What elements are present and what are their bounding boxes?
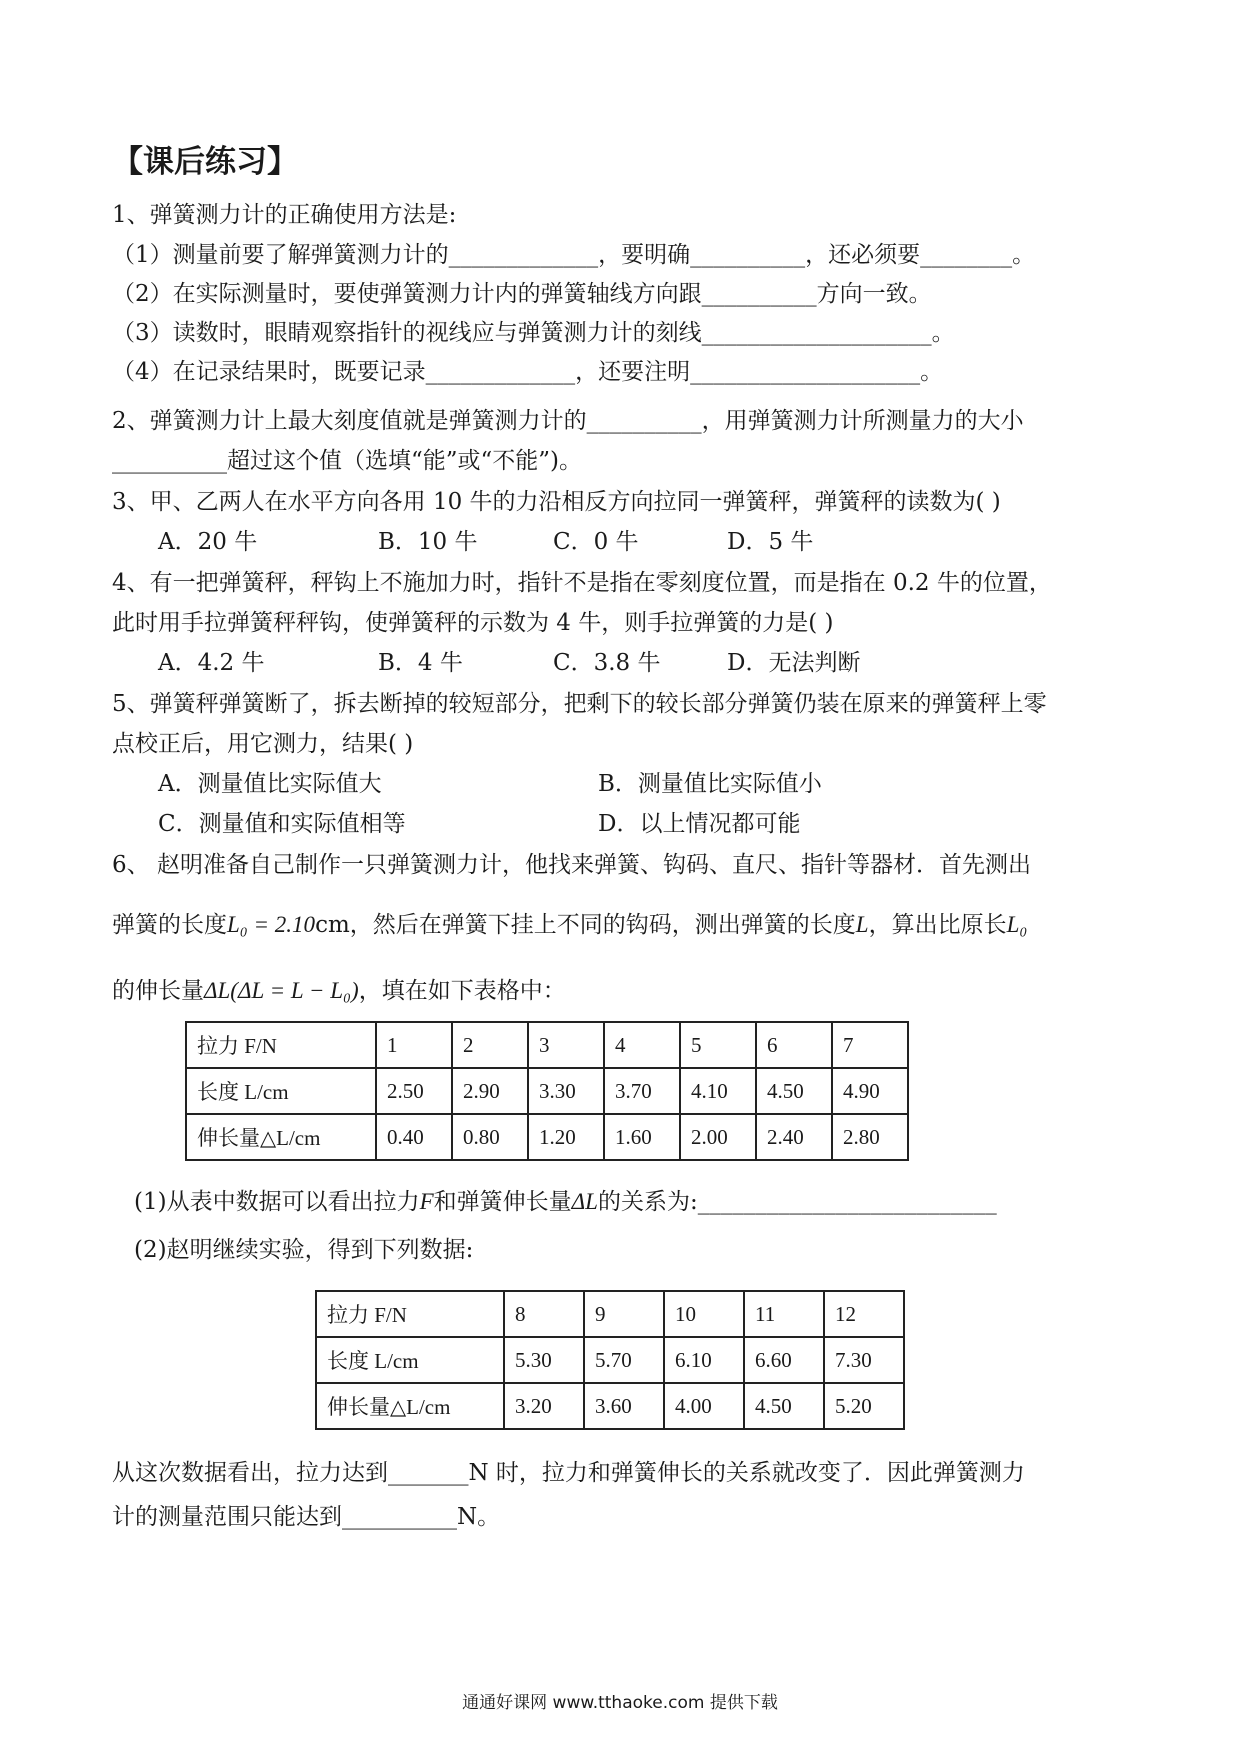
- table-row: [316, 1337, 904, 1383]
- q5-line1: 5、弹簧秤弹簧断了，拆去断掉的较短部分，把剩下的较长部分弹簧仍装在原来的弹簧秤上零: [112, 691, 1047, 717]
- q6-line1: 6、 赵明准备自己制作一只弹簧测力计，他找来弹簧、钩码、直尺、指针等器材．首先测出: [112, 852, 1031, 878]
- q3-option-a: A．20 牛: [158, 529, 258, 555]
- table-cell: 12: [824, 1291, 904, 1337]
- q6-conclusion-line2: 计的测量范围只能达到__________N。: [112, 1504, 501, 1530]
- q3-stem: 3、甲、乙两人在水平方向各用 10 牛的力沿相反方向拉同一弹簧秤，弹簧秤的读数为( ): [112, 489, 1001, 515]
- q6-formula-l0: L₀ = 2.10: [227, 912, 316, 937]
- q6-symbol-l: L: [855, 912, 869, 937]
- q6-line2-text-c: ，算出比原长: [868, 912, 1007, 938]
- table-cell: 2.50: [376, 1068, 452, 1114]
- q4-option-c: C．3.8 牛: [553, 650, 661, 676]
- q6-sub1: [134, 1187, 997, 1217]
- table-cell: 0.80: [452, 1114, 528, 1160]
- table-cell: 1: [376, 1022, 452, 1068]
- table-row: [186, 1022, 908, 1068]
- table-cell: 3.70: [604, 1068, 680, 1114]
- q2-line1: 2、弹簧测力计上最大刻度值就是弹簧测力计的__________，用弹簧测力计所测量力的大小: [112, 408, 1024, 434]
- table-row: [316, 1291, 904, 1337]
- data-table-1: [185, 1021, 909, 1161]
- table-cell: 拉力 F/N: [316, 1291, 504, 1337]
- q6-sub1-text-b: 和弹簧伸长量: [433, 1189, 572, 1215]
- q5-option-c: C．测量值和实际值相等: [158, 811, 406, 837]
- table-cell: 2.00: [680, 1114, 756, 1160]
- data-table-2: [315, 1290, 905, 1430]
- table-cell: 伸长量△L/cm: [186, 1114, 376, 1160]
- table-cell: 1.60: [604, 1114, 680, 1160]
- table-cell: 伸长量△L/cm: [316, 1383, 504, 1429]
- q6-symbol-l0: L₀: [1006, 912, 1028, 937]
- q6-sub1-text-a: (1)从表中数据可以看出拉力: [134, 1189, 420, 1215]
- table-row: [186, 1068, 908, 1114]
- q5-option-b: B．测量值比实际值小: [598, 771, 822, 797]
- table-cell: 4.50: [744, 1383, 824, 1429]
- q3-option-c: C．0 牛: [553, 529, 639, 555]
- table-cell: 5: [680, 1022, 756, 1068]
- table-cell: 4.10: [680, 1068, 756, 1114]
- table-cell: 6.10: [664, 1337, 744, 1383]
- q6-symbol-delta-l: ΔL: [571, 1189, 598, 1214]
- table-cell: 5.30: [504, 1337, 584, 1383]
- table-cell: 3.20: [504, 1383, 584, 1429]
- q6-line3-text-b: ，填在如下表格中：: [358, 978, 566, 1004]
- q6-line3-text-a: 的伸长量: [112, 978, 204, 1004]
- table-cell: 7: [832, 1022, 908, 1068]
- q5-line2: 点校正后，用它测力，结果( ): [112, 731, 414, 757]
- q1-part3: （3）读数时，眼睛观察指针的视线应与弹簧测力计的刻线____________________。: [112, 320, 955, 346]
- q3-option-d: D．5 牛: [727, 529, 814, 555]
- q6-conclusion-line1: 从这次数据看出，拉力达到_______N 时，拉力和弹簧伸长的关系就改变了．因此弹簧测力: [112, 1460, 1025, 1486]
- table-cell: 7.30: [824, 1337, 904, 1383]
- table-row: [316, 1383, 904, 1429]
- q1-part4: （4）在记录结果时，既要记录_____________，还要注明____________________。: [112, 359, 944, 385]
- table-cell: 1.20: [528, 1114, 604, 1160]
- section-title: 【课后练习】: [112, 144, 298, 180]
- table-cell: 9: [584, 1291, 664, 1337]
- table-cell: 2.40: [756, 1114, 832, 1160]
- q4-option-b: B．4 牛: [378, 650, 463, 676]
- table-cell: 拉力 F/N: [186, 1022, 376, 1068]
- table-cell: 4.00: [664, 1383, 744, 1429]
- table-cell: 5.20: [824, 1383, 904, 1429]
- q6-sub1-text-c: 的关系为:__________________________: [597, 1189, 997, 1215]
- table-cell: 2: [452, 1022, 528, 1068]
- q6-line2: [112, 910, 1027, 940]
- table-row: [186, 1114, 908, 1160]
- q6-symbol-f: F: [419, 1189, 434, 1214]
- table-cell: 2.90: [452, 1068, 528, 1114]
- q2-line2: __________超过这个值（选填“能”或“不能”)。: [112, 448, 583, 474]
- table-cell: 0.40: [376, 1114, 452, 1160]
- q4-line2: 此时用手拉弹簧秤秤钩，使弹簧秤的示数为 4 牛，则手拉弹簧的力是( ): [112, 610, 834, 636]
- q1-part2: （2）在实际测量时，要使弹簧测力计内的弹簧轴线方向跟__________方向一致。: [112, 281, 932, 307]
- q1-part1: （1）测量前要了解弹簧测力计的_____________，要明确__________，还必须要________。: [112, 242, 1036, 268]
- q5-option-a: A．测量值比实际值大: [158, 771, 382, 797]
- q1-stem: 1、弹簧测力计的正确使用方法是:: [112, 202, 457, 228]
- table-cell: 8: [504, 1291, 584, 1337]
- table-cell: 4: [604, 1022, 680, 1068]
- footer: 通通好课网 www.tthaoke.com 提供下载: [462, 1693, 778, 1713]
- q6-line2-text-a: 弹簧的长度: [112, 912, 227, 938]
- table-cell: 10: [664, 1291, 744, 1337]
- table-cell: 长度 L/cm: [316, 1337, 504, 1383]
- table-cell: 长度 L/cm: [186, 1068, 376, 1114]
- table-cell: 4.90: [832, 1068, 908, 1114]
- q5-option-d: D．以上情况都可能: [598, 811, 801, 837]
- table-cell: 3.60: [584, 1383, 664, 1429]
- table-cell: 6.60: [744, 1337, 824, 1383]
- table-cell: 3.30: [528, 1068, 604, 1114]
- q6-formula-delta-l: ΔL(ΔL = L − L₀): [204, 978, 359, 1003]
- q3-option-b: B．10 牛: [378, 529, 478, 555]
- table-cell: 6: [756, 1022, 832, 1068]
- table-cell: 4.50: [756, 1068, 832, 1114]
- q6-line2-text-b: cm，然后在弹簧下挂上不同的钩码，测出弹簧的长度: [315, 912, 856, 938]
- q4-line1: 4、有一把弹簧秤，秤钩上不施加力时，指针不是指在零刻度位置，而是指在 0.2 牛的位置，: [112, 570, 1052, 596]
- table-cell: 3: [528, 1022, 604, 1068]
- q4-option-d: D．无法判断: [727, 650, 861, 676]
- table-cell: 2.80: [832, 1114, 908, 1160]
- table-cell: 5.70: [584, 1337, 664, 1383]
- table-cell: 11: [744, 1291, 824, 1337]
- q4-option-a: A．4.2 牛: [158, 650, 265, 676]
- q6-line3: [112, 976, 566, 1006]
- q6-sub2: (2)赵明继续实验，得到下列数据:: [134, 1237, 474, 1263]
